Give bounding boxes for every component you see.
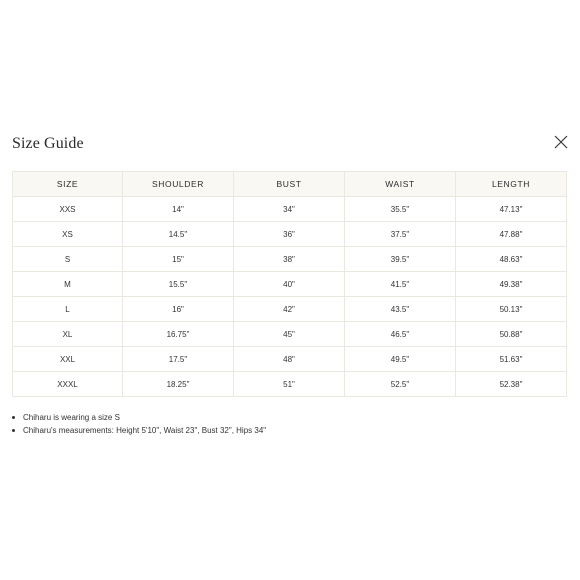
cell-waist: 49.5" [345,347,456,372]
cell-length: 50.13" [456,297,567,322]
note-item [12,411,266,424]
cell-length: 52.38" [456,372,567,397]
cell-bust: 34" [234,197,345,222]
cell-waist: 35.5" [345,197,456,222]
cell-shoulder: 18.25" [123,372,234,397]
table-row [13,197,567,222]
cell-shoulder: 15.5" [123,272,234,297]
cell-bust: 40" [234,272,345,297]
cell-waist: 41.5" [345,272,456,297]
table-row [13,347,567,372]
modal-title: Size Guide [12,135,84,152]
size-table-body [13,197,567,397]
cell-size: XXXL [13,372,123,397]
table-row [13,272,567,297]
cell-size: L [13,297,123,322]
table-row [13,297,567,322]
cell-bust: 51" [234,372,345,397]
header-row [13,172,567,197]
cell-size: M [13,272,123,297]
cell-length: 49.38" [456,272,567,297]
bullet-icon [12,416,15,419]
cell-length: 50.88" [456,322,567,347]
cell-length: 48.63" [456,247,567,272]
cell-size: XL [13,322,123,347]
header-bust: BUST [234,172,345,197]
cell-shoulder: 17.5" [123,347,234,372]
header-waist: WAIST [345,172,456,197]
header-length: LENGTH [456,172,567,197]
cell-waist: 37.5" [345,222,456,247]
model-notes [12,411,266,437]
cell-bust: 38" [234,247,345,272]
cell-shoulder: 14" [123,197,234,222]
cell-length: 47.13" [456,197,567,222]
cell-shoulder: 15" [123,247,234,272]
note-text: Chiharu's measurements: Height 5'10", Waist 23", Bust 32", Hips 34" [23,426,267,435]
header-size: SIZE [13,172,123,197]
header-shoulder: SHOULDER [123,172,234,197]
table-row [13,247,567,272]
cell-bust: 36" [234,222,345,247]
table-row [13,222,567,247]
close-icon [553,134,569,150]
size-table [12,171,567,397]
size-table-header [13,172,567,197]
cell-shoulder: 16" [123,297,234,322]
cell-size: XXS [13,197,123,222]
cell-waist: 46.5" [345,322,456,347]
cell-shoulder: 16.75" [123,322,234,347]
cell-bust: 42" [234,297,345,322]
cell-waist: 43.5" [345,297,456,322]
cell-size: XXL [13,347,123,372]
note-text: Chiharu is wearing a size S [23,413,120,422]
cell-size: XS [13,222,123,247]
cell-bust: 48" [234,347,345,372]
note-item [12,424,266,437]
cell-waist: 39.5" [345,247,456,272]
cell-length: 47.88" [456,222,567,247]
cell-waist: 52.5" [345,372,456,397]
cell-length: 51.63" [456,347,567,372]
bullet-icon [12,429,15,432]
table-row [13,372,567,397]
close-button[interactable] [553,134,569,150]
cell-size: S [13,247,123,272]
cell-shoulder: 14.5" [123,222,234,247]
cell-bust: 45" [234,322,345,347]
table-row [13,322,567,347]
